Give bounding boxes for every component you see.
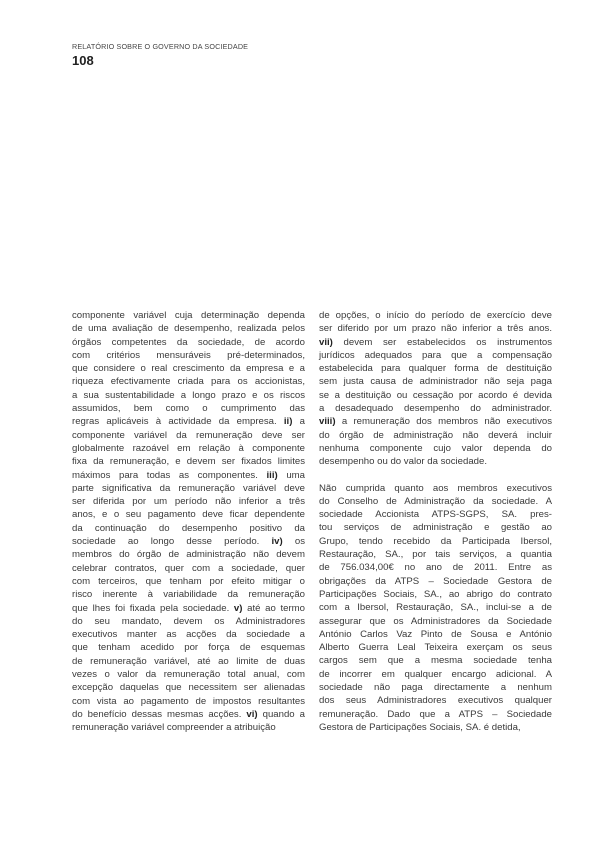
text-line: António Carlos Vaz Pinto de Sousa e António (319, 628, 552, 640)
text-line: do Conselho de Administração da sociedade. A (319, 495, 552, 507)
text-line: Alberto Guerra Leal Teixeira exerçam os seus (319, 642, 552, 654)
text-line: com critérios mensuráveis pré-determinados, (72, 349, 305, 361)
text-line: assegurar que os Administradores da Sociedade (319, 615, 552, 627)
text-line: globalmente razoável em relação à componente (72, 442, 305, 454)
text-line: regras aplicáveis à actividade da empresa. ii) a (72, 416, 305, 428)
text-line: que tenham acedido por força de esquemas (72, 642, 305, 654)
text-line: com terceiros, que tenham por efeito mitigar o (72, 575, 305, 587)
text-line: assumidos, bem como o cumprimento das (72, 403, 305, 415)
text-line: vezes o valor da remuneração total anual, com (72, 669, 305, 681)
text-line: que lhes foi fixada pela sociedade. v) até ao termo (72, 602, 306, 614)
text-line: Não cumprida quanto aos membros executivos (319, 482, 552, 494)
text-line: máximos para todas as componentes. iii) uma (72, 469, 305, 481)
text-line: ser diferida por um período não inferior a três (72, 496, 305, 508)
text-line: órgãos competentes da sociedade, de acordo (72, 336, 305, 348)
text-line: sociedade Accionista ATPS-SGPS, SA. pres- (319, 509, 552, 521)
paragraph-gap (319, 469, 552, 482)
text-line: de incorrer em qualquer encargo adicional. A (319, 668, 552, 680)
text-line: Gestora de Participações Sociais, SA. é detida, (319, 721, 521, 733)
right-text-column (319, 309, 552, 734)
text-line: sociedade não paga directamente a nenhum (319, 682, 552, 694)
text-line: Restauração, SA., por tais serviços, a quantia (319, 549, 552, 561)
text-line: sem justa causa de administrador não seja paga (319, 376, 552, 388)
text-line: riqueza efectivamente criada para os accionistas, (72, 376, 305, 388)
text-line: a desadequado desempenho do administrador. (319, 403, 552, 415)
text-line: Participações Sociais, SA., ao abrigo do contrato (319, 588, 552, 600)
text-line: viii) a remuneração dos membros não executivos (319, 416, 552, 428)
text-line: fixa da remuneração, e devem ser fixados limites (72, 456, 305, 468)
text-line: ser diferido por um prazo não inferior a três anos. (319, 323, 552, 335)
text-line: dos seus Administradores executivos qualquer (319, 695, 552, 707)
text-line: remuneração. Dado que a ATPS – Sociedade (319, 708, 552, 720)
text-line: sociedade ao longo desse período. iv) os (72, 536, 305, 548)
text-line: do seu mandato, devem os Administradores (72, 615, 305, 627)
text-line: risco inerente à variabilidade da remuneração (72, 589, 305, 601)
text-line: anos, e o seu pagamento deve ficar dependente (72, 509, 305, 521)
text-line: celebrar contratos, quer com a sociedade, quer (72, 562, 305, 574)
text-line: nenhuma componente cujo valor dependa do (319, 442, 552, 454)
text-line: de opções, o início do período de exercício deve (319, 310, 552, 321)
text-line: desempenho ou do valor da sociedade. (319, 456, 488, 468)
text-line: que considere o real crescimento da empresa e a (72, 363, 305, 375)
right-paragraph-1 (319, 309, 552, 469)
text-line: executivos manter as acções da sociedade a (72, 629, 305, 641)
text-line: cargos sem que a mesma sociedade tenha (319, 655, 552, 667)
text-line: de 756.034,00€ no ano de 2011. Entre as (319, 562, 552, 574)
text-line: componente variável da remuneração deve ser (72, 429, 305, 441)
right-paragraph-2 (319, 482, 552, 735)
text-line: obrigações da ATPS – Sociedade Gestora de (319, 575, 552, 587)
report-section-title: RELATÓRIO SOBRE O GOVERNO DA SOCIEDADE (72, 42, 249, 51)
text-line: componente variável cuja determinação dependa (72, 310, 305, 321)
text-line: com vista ao pagamento de impostos resultantes (72, 695, 305, 707)
text-line: membros do órgão de administração não devem (72, 549, 305, 561)
text-line: a sua sustentabilidade a longo prazo e os riscos (72, 389, 305, 401)
text-line: remuneração variável compreender a atribuição (72, 722, 276, 734)
left-text-column (72, 309, 305, 735)
text-line: parte significativa da remuneração variável deve (72, 482, 305, 494)
text-line: de remuneração variável, até ao limite de duas (72, 655, 305, 667)
text-line: de uma avaliação de desempenho, realizada pelos (72, 323, 305, 335)
text-line: com a Ibersol, Restauração, SA., inclui-se a de (319, 602, 552, 614)
text-line: Grupo, tendo recebido da Participada Ibersol, (319, 535, 552, 547)
text-line: vii) devem ser estabelecidos os instrumentos (319, 336, 552, 348)
text-line: da continuação do desempenho positivo da (72, 522, 305, 534)
text-line: estabelecida para qualquer forma de destituição (319, 363, 552, 375)
text-line: excepção daquelas que necessitem ser alienadas (72, 682, 305, 694)
page-number: 108 (72, 53, 94, 68)
text-line: se a destituição ou cessação por acordo é devida (319, 389, 552, 401)
text-line: jurídicos adequados para que a compensação (319, 349, 552, 361)
text-line: tou serviços de administração e gestão ao (319, 522, 552, 534)
text-line: do benefício dessas mesmas acções. vi) quando a (72, 708, 305, 720)
text-line: do órgão de administração não deverá incluir (319, 429, 552, 441)
